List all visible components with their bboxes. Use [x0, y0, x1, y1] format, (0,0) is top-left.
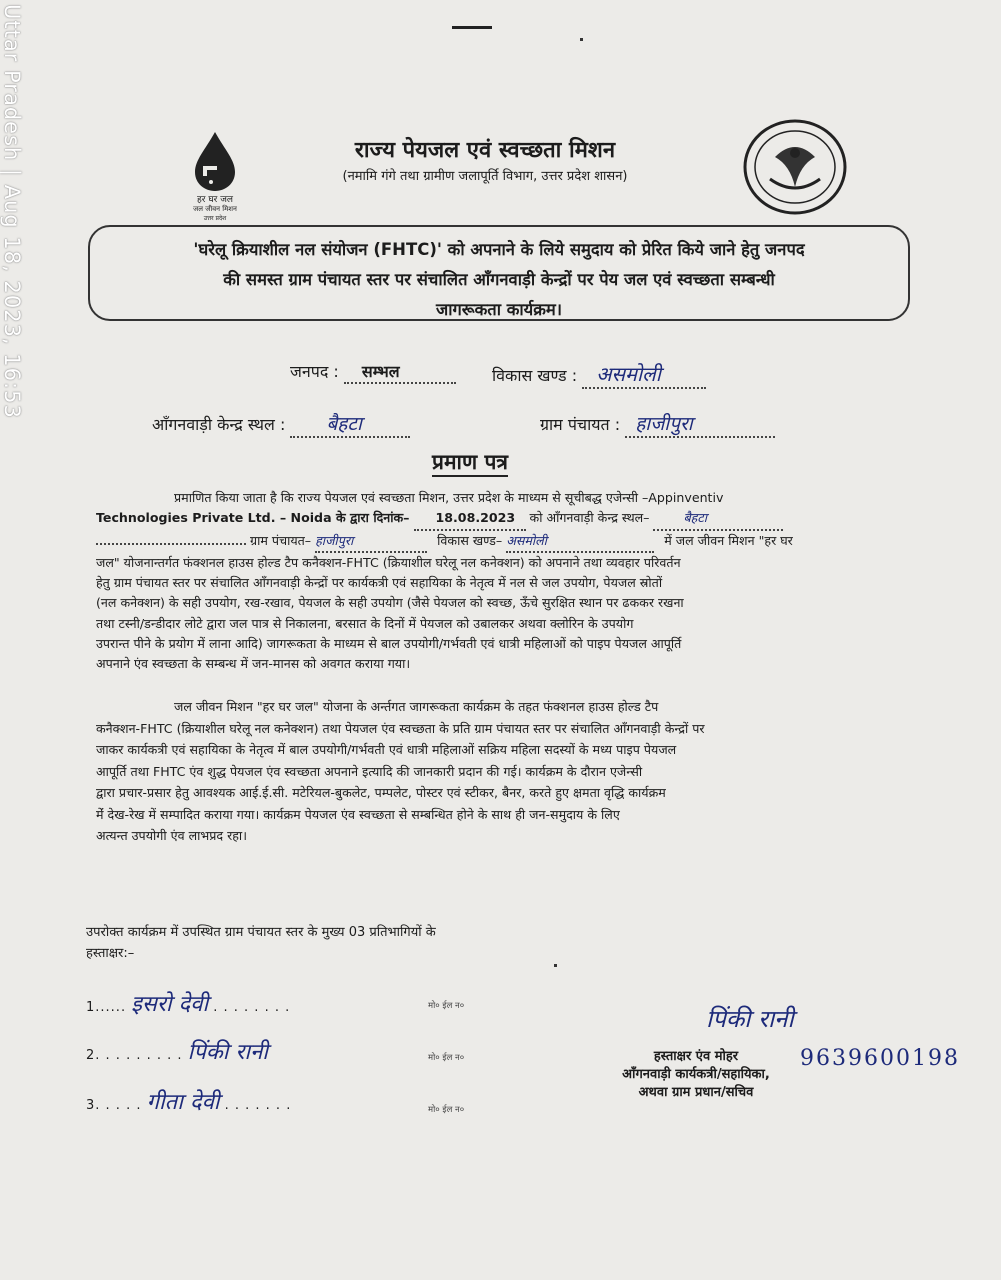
top-mark [452, 26, 492, 29]
participant-row: 2. . . . . . . . . पिंकी रानी मो० ईल न० [86, 1040, 465, 1065]
participant-row: 3. . . . . गीता देवी . . . . . . . मो० ईल न० [86, 1090, 465, 1115]
anganwadi-value: बैहटा [326, 413, 362, 435]
mission-subtitle: (नमामि गंगे तथा ग्रामीण जलापूर्ति विभाग, उत्तर प्रदेश शासन) [342, 169, 628, 184]
gram-panchayat-field: ग्राम पंचायत : हाजीपुरा [540, 410, 775, 438]
signatory-signature: पिंकी रानी [706, 1005, 794, 1033]
har-ghar-jal-logo: हर घर जल जल जीवन मिशन उत्तर प्रदेश [175, 130, 255, 225]
stray-mark [554, 964, 557, 967]
participant-signature: गीता देवी [146, 1090, 220, 1115]
certificate-paragraph-2: जल जीवन मिशन "हर घर जल" योजना के अर्न्तगत जागरूकता कार्यक्रम के तहत फंक्शनल हाउस होल्ड टैप कनैक्शन-FHTC (क्रियाशील घरेलू नल कनेक्शन) तथा पेयजल एंव स्वच्छता के प्रति ग्राम पंचायत स्तर पर संचालित आँगनवाड़ी केन्द्रों पर जाकर कार्यकत्री एवं सहायिका के नेतृत्व में बाल उपयोगी/गर्भवती एवं धात्री महिलाओं सक्रिय महिला सदस्यों के मध्य पाइप पेयजल आपूर्ति तथा FHTC एंव शुद्ध पेयजल एंव स्वच्छता अपनाने इत्यादि की जानकारी प्रदान की गई। कार्यक्रम के दौरान एजेन्सी द्वारा प्रचार-प्रसार हेतु आवश्यक आई.ई.सी. मटेरियल-बुकलेट, पम्पलेट, पोस्टर एवं स्टीकर, बैनर, करते हुए क्षमता वृद्धि कार्यक्रम मेंं देख-रेख में सम्पादित कराया गया। कार्यक्रम पेयजल एंव स्वच्छता से सम्बन्धित होने के साथ ही जन-समुदाय के लिए अत्यन्त उपयोगी एंव लाभप्रद रहा। [96, 699, 705, 843]
certificate-paragraph-1: प्रमाणित किया जाता है कि राज्य पेयजल एवं स्वच्छता मिशन, उत्तर प्रदेश के माध्यम से सूचीबद्ध एजेन्सी –Appinventiv Technologies Private Ltd. – Noida के द्वारा दिनांक– 18.08.2023 को आँगनवाड़ी केन्द्र स्थल– बैहटा ग्राम पंचायत– हाजीपुरा विकास खण्ड– असमोली में जल जीवन मिशन "हर घर जल" योजनान्तर्गत फंक्शनल हाउस होल्ड टैप कनैक्शन-FHTC (क्रियाशील घरेलू नल कनेक्शन) को अपनाने तथा व्यवहार परिवर्तन हेतु ग्राम पंचायत स्तर पर संचालित आँगनवाड़ी केन्द्रों पर कार्यकत्री एवं सहायिका के नेतृत्व में नल से जल उपयोग, पेयजल स्रोतों (नल कनेक्शन) के सही उपयोग, रख-रखाव, पेयजल के सही उपयोग (जैसे पेयजल को स्वच्छ, ऊँचे सुरक्षित स्थान पर ढककर रखना तथा टस्नी/डन्डीदार लोटे द्वारा जल पात्र से निकालना, बरसात के दिनों में पेयजल को उबालकर अथवा क्लोरिन के उपयोग उपरान्त पीने के प्रयोग में लाना आदि) जागरूकता के माध्यम से बाल उपयोगी/गर्भवती एवं धात्री महिलाओं को पाइप पेयजल आपूर्ति अपनाने एंव स्वच्छता के सम्बन्ध में जन-मानस को अवगत कराया गया। [96, 490, 793, 672]
participant-signature: इसरो देवी [131, 992, 209, 1017]
vikas-khand-field: विकास खण्ड : असमोली [492, 360, 706, 389]
signatory-phone: 9639600198 [800, 1046, 960, 1071]
signatory-block: हस्ताक्षर एंव मोहर आँगनवाड़ी कार्यकत्री/सहायिका, अथवा ग्राम प्रधान/सचिव [622, 1049, 770, 1100]
up-government-seal [740, 117, 850, 217]
vikas-khand-value: असमोली [596, 362, 661, 386]
gram-panchayat-value: हाजीपुरा [635, 413, 693, 435]
anganwadi-field: आँगनवाड़ी केन्द्र स्थल : बैहटा [152, 410, 410, 438]
participant-row: 1...... इसरो देवी . . . . . . . . मो० ईल न० [86, 992, 465, 1017]
programme-banner: 'घरेलू क्रियाशील नल संयोजन (FHTC)' को अपनाने के लिये समुदाय को प्रेरित किये जाने हेतु जनपद की समस्त ग्राम पंचायत स्तर पर संचालित आँगनवाड़ी केन्द्रों पर पेय जल एवं स्वच्छता सम्बन्धी जागरूकता कार्यक्रम। [88, 225, 910, 321]
certificate-title: प्रमाण पत्र [432, 449, 508, 477]
timestamp-watermark: Uttar Pradesh | Aug 18, 2023, 16:53 [0, 4, 24, 419]
stray-mark [580, 38, 583, 41]
programme-date: 18.08.2023 [435, 510, 516, 526]
participant-signature: पिंकी रानी [187, 1040, 269, 1065]
janpad-field: जनपद : सम्भल [290, 360, 456, 384]
participants-intro: उपरोक्त कार्यक्रम में उपस्थित ग्राम पंचायत स्तर के मुख्य 03 प्रतिभागियों के हस्ताक्षर:– [86, 925, 436, 961]
janpad-value: सम्भल [361, 362, 400, 381]
mission-title: राज्य पेयजल एवं स्वच्छता मिशन [354, 138, 616, 163]
